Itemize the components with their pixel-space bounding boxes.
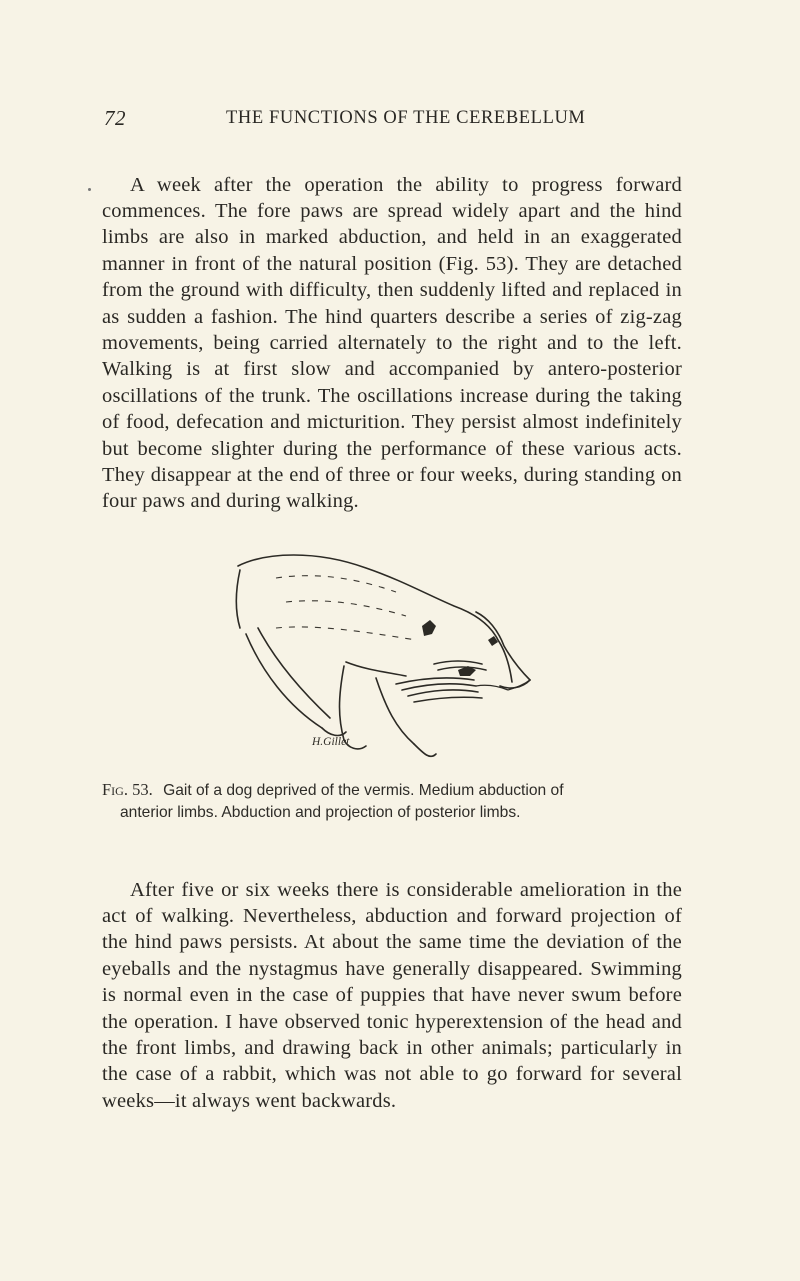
- figure-53: [226, 548, 606, 770]
- paragraph-1: A week after the operation the ability to progress forward commences. The fore paws are spread widely apart and the hind limbs are also in marked abduction, and held in an exaggerated manner in front of the natural position (Fig. 53). They are detached from the ground with difficulty, then suddenly lifted and replaced in as sudden a fashion. The hind quarters describe a series of zig-zag movements, being carried alternately to the right and to the left. Walking is at first slow and accompanied by antero-posterior oscillations of the trunk. The oscillations increase during the taking of food, defecation and micturition. They persist almost indefinitely but become slighter during the performance of these various acts. They disappear at the end of three or four weeks, during standing on four paws and during walking.: [102, 173, 682, 513]
- caption-line-1: [102, 779, 682, 802]
- page-number: 72: [104, 106, 126, 130]
- artist-signature: H.Gillet: [312, 736, 350, 748]
- running-title: THE FUNCTIONS OF THE CEREBELLUM: [226, 108, 586, 128]
- margin-speck: [88, 188, 91, 191]
- running-head: [104, 106, 684, 136]
- dog-gait-illustration: [226, 548, 606, 770]
- caption-line-2: anterior limbs. Abduction and projection of posterior limbs.: [120, 804, 521, 821]
- caption-text-1: Gait of a dog deprived of the vermis. Medium abduction of: [163, 782, 564, 799]
- caption-label: Fig. 53.: [102, 780, 153, 799]
- figure-caption: [102, 779, 682, 824]
- paragraph-2: After five or six weeks there is considerable amelioration in the act of walking. Nevertheless, abduction and forward projection of the hind paws persists. At about the same time the deviation of the eyeballs and the nystagmus have generally disappeared. Swimming is normal even in the case of puppies that have never swum before the operation. I have observed tonic hyperextension of the head and the front limbs, and drawing back in other animals; particularly in the case of a rabbit, which was not able to go forward for several weeks—it always went backwards.: [102, 878, 682, 1112]
